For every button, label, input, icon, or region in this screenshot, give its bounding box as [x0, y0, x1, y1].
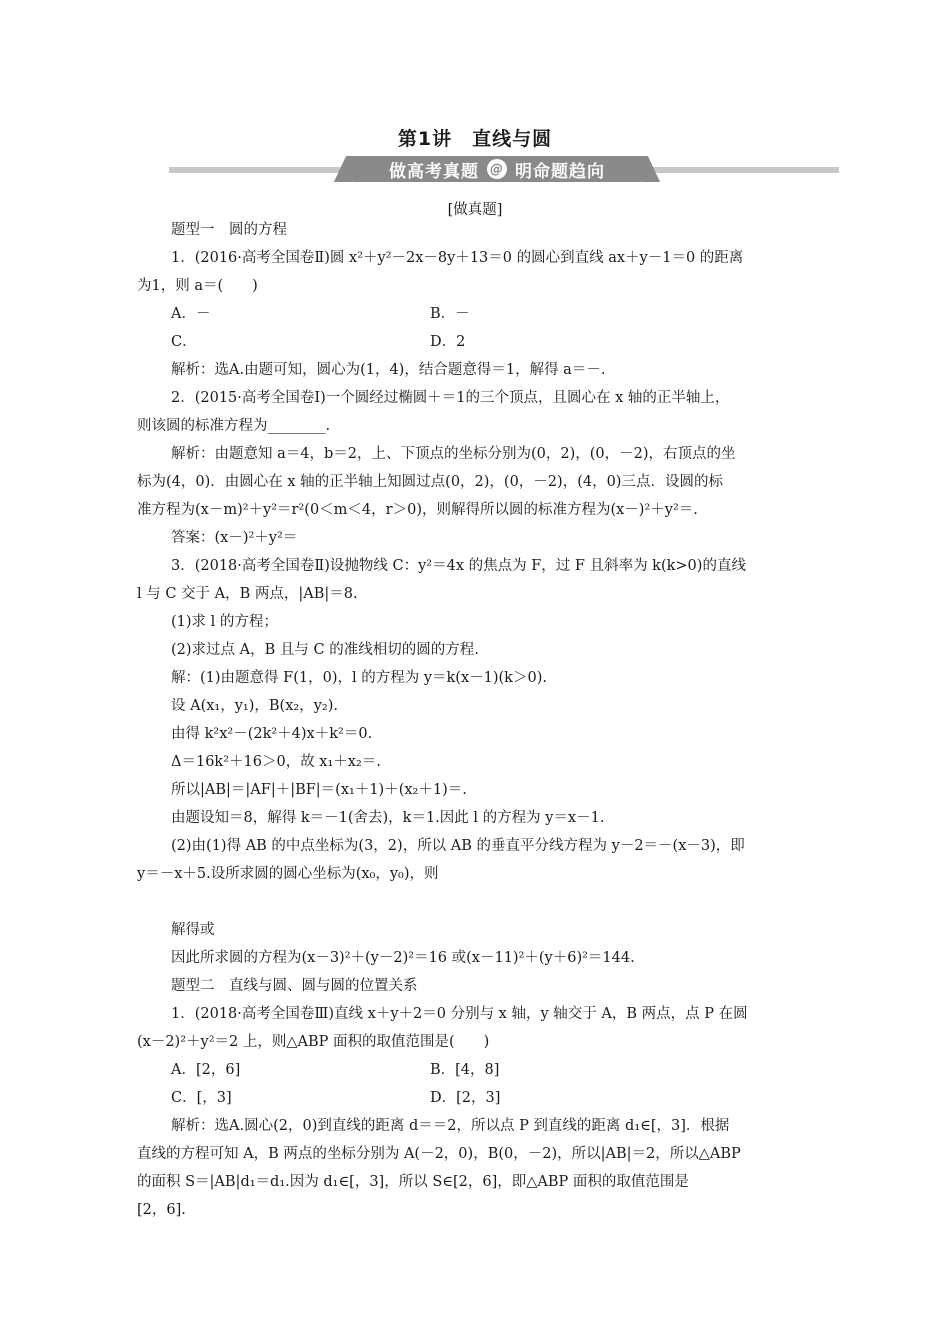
solution-text: 由得 k²x²－(2k²＋4)x＋k²＝0.: [171, 726, 373, 742]
solution-text: 的面积 S＝|AB|d₁＝d₁.因为 d₁∈[，3]，所以 S∈[2，6]，即△ABP 面积的取值范围是: [137, 1174, 689, 1190]
option-d: D．2: [430, 334, 466, 350]
solution-text: 解得或: [171, 922, 215, 938]
solution-text: 直线的方程可知 A，B 两点的坐标分别为 A(－2，0)，B(0，－2)，所以|AB|＝2，所以△ABP: [137, 1146, 741, 1162]
banner-right-text: 明命题趋向: [515, 161, 605, 182]
solution-text: Δ＝16k²＋16＞0，故 x₁＋x₂＝.: [171, 754, 381, 770]
solution-text: 因此所求圆的方程为(x－3)²＋(y－2)²＝16 或(x－11)²＋(y＋6)²＝144.: [171, 950, 635, 966]
solution-text: 设 A(x₁，y₁)，B(x₂，y₂).: [171, 698, 338, 714]
solution-text: 解：(1)由题意得 F(1，0)，l 的方程为 y＝k(x－1)(k＞0).: [171, 670, 547, 686]
problem-text: l 与 C 交于 A，B 两点，|AB|＝8.: [137, 586, 358, 602]
option-a: A．－: [171, 306, 211, 322]
section-banner: [169, 156, 839, 182]
solution-text: 标为(4，0)．由圆心在 x 轴的正半轴上知圆过点(0，2)，(0，－2)，(4，0)三点．设圆的标: [137, 474, 723, 490]
problem-text: 3．(2018·高考全国卷Ⅱ)设抛物线 C：y²＝4x 的焦点为 F，过 F 且斜率为 k(k>0)的直线: [171, 558, 746, 574]
problem-text: 2．(2015·高考全国卷Ⅰ)一个圆经过椭圆＋＝1的三个顶点，且圆心在 x 轴的正半轴上，: [171, 390, 730, 406]
option-b: B．[4，8]: [430, 1062, 500, 1078]
section-heading: [做真题]: [447, 202, 503, 218]
problem-text: 1．(2018·高考全国卷Ⅲ)直线 x＋y＋2＝0 分别与 x 轴，y 轴交于 A，B 两点，点 P 在圆: [171, 1006, 748, 1022]
topic-heading: 题型一 圆的方程: [171, 222, 287, 238]
option-d: D．[2，3]: [430, 1090, 501, 1106]
answer-text: 答案：(x－)²＋y²＝: [171, 530, 298, 546]
solution-text: 解析：选A.圆心(2，0)到直线的距离 d＝＝2，所以点 P 到直线的距离 d₁∈[，3]．根据: [171, 1118, 730, 1134]
option-c: C．[，3]: [171, 1090, 232, 1106]
problem-text: (1)求 l 的方程；: [171, 614, 278, 630]
solution-text: y＝－x＋5.设所求圆的圆心坐标为(x₀，y₀)，则: [137, 866, 439, 882]
option-c: C．: [171, 334, 197, 350]
option-a: A．[2，6]: [171, 1062, 241, 1078]
topic-heading: 题型二 直线与圆、圆与圆的位置关系: [171, 978, 418, 994]
solution-text: 解析：选A.由题可知，圆心为(1，4)，结合题意得＝1，解得 a＝－.: [171, 362, 606, 378]
problem-text: (x－2)²＋y²＝2 上，则△ABP 面积的取值范围是( ): [137, 1034, 490, 1050]
option-b: B．－: [430, 306, 470, 322]
problem-text: 则该圆的标准方程为________.: [137, 418, 331, 434]
solution-text: 所以|AB|＝|AF|＋|BF|＝(x₁＋1)＋(x₂＋1)＝.: [171, 782, 467, 798]
solution-text: 由题设知＝8，解得 k＝－1(舍去)，k＝1.因此 l 的方程为 y＝x－1.: [171, 810, 605, 826]
problem-text: 1．(2016·高考全国卷Ⅱ)圆 x²＋y²－2x－8y＋13＝0 的圆心到直线 ax＋y－1＝0 的距离: [171, 250, 744, 266]
solution-text: 准方程为(x－m)²＋y²＝r²(0＜m＜4，r＞0)，则解得所以圆的标准方程为(x－)²＋y²＝.: [137, 502, 698, 518]
page-title: 第1讲 直线与圆: [397, 128, 553, 150]
problem-text: (2)求过点 A，B 且与 C 的准线相切的圆的方程.: [171, 642, 479, 658]
at-badge-icon: @: [487, 159, 507, 179]
solution-text: (2)由(1)得 AB 的中点坐标为(3，2)，所以 AB 的垂直平分线方程为 y－2＝－(x－3)，即: [171, 838, 745, 854]
problem-text: 为1，则 a＝( ): [137, 278, 258, 294]
banner-left-text: 做高考真题: [389, 161, 479, 182]
banner-band: [350, 156, 644, 182]
solution-text: [2，6].: [137, 1202, 186, 1218]
solution-text: 解析：由题意知 a＝4，b＝2，上、下顶点的坐标分别为(0，2)，(0，－2)，右顶点的坐: [171, 446, 736, 462]
